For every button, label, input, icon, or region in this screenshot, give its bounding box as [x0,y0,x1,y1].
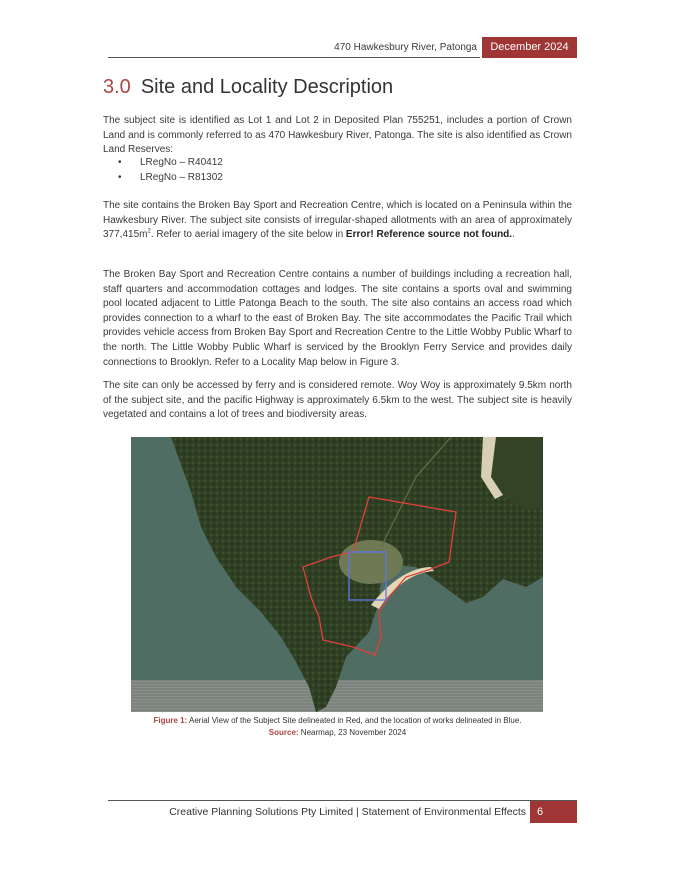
section-heading [103,76,393,99]
figure-caption-text: Aerial View of the Subject Site delineated in Red, and the location of works delineated in Blue. [187,716,522,725]
list-item: • LRegNo – R40412 [118,156,223,171]
source-label: Source: [268,728,299,737]
header-rule [108,57,480,58]
paragraph-text: The site contains the Broken Bay Sport and Recreation Centre, which is located on a Peninsula within the Hawkesbury River. The subject site consists of irregular-shaped allotments with an area of approximately 377,415m [103,200,572,241]
paragraph-site-contents [103,199,572,243]
broken-reference-link[interactable]: Error! Reference source not found. [345,229,513,241]
footer-rule [108,800,577,801]
figure-caption [103,716,572,725]
figure-label: Figure 1: [153,716,188,725]
paragraph-facilities [103,268,572,370]
header-date-badge: December 2024 [482,37,577,58]
figure-source [103,728,572,737]
section-title: Site and Locality Description [140,76,394,98]
superscript: 2 [147,228,151,235]
paragraph-text: . Refer to aerial imagery of the site below in [150,229,346,241]
crown-reserve-list [118,156,223,185]
paragraph-access: The site can only be accessed by ferry and is considered remote. Woy Woy is approximately 9.5km north of the subject site, and the pacific Highway is approximately 6.5km to the west. The subject site is heavily vegetated and contains a lot of trees and biodiversity areas. [103,380,572,421]
section-number: 3.0 [103,76,131,98]
paragraph-text: The Broken Bay Sport and Recreation Centre contains a number of buildings including a recreation hall, staff quarters and accommodation cottages and lodges. The site contains a sports oval and swimming pool located adjacent to Little Patonga Beach to the south. The site also contains an access road which provides connection to a wharf to the east of Broken Bay. The site accommodates the Pacific Trail which provides vehicle access from Broken Bay Sport and Recreation Centre to the Little Wobby Public Wharf to the north. The Little Wobby Public Wharf is serviced by the Brooklyn Ferry Service and provides daily connections to Brooklyn. Refer to a Locality Map below in [103,269,572,368]
paragraph-text: . [396,356,400,368]
water-ripple-strip [131,680,543,712]
figure-reference-link[interactable]: Figure 3 [359,356,397,368]
aerial-site-image [131,437,543,712]
header-address: 470 Hawkesbury River, Patonga [334,42,477,53]
page-number-badge: 6 [530,801,577,823]
paragraph-site-identification: The subject site is identified as Lot 1 and Lot 2 in Deposited Plan 755251, includes a portion of Crown Land and is commonly referred to as 470 Hawkesbury River, Patonga. The site is also identified as Crown Land Reserves: [103,115,572,156]
paragraph-text: . [512,229,515,241]
source-text: Nearmap, 23 November 2024 [298,728,407,737]
list-item: • LRegNo – R81302 [118,171,223,186]
footer-text: Creative Planning Solutions Pty Limited | Statement of Environmental Effects [169,806,526,818]
